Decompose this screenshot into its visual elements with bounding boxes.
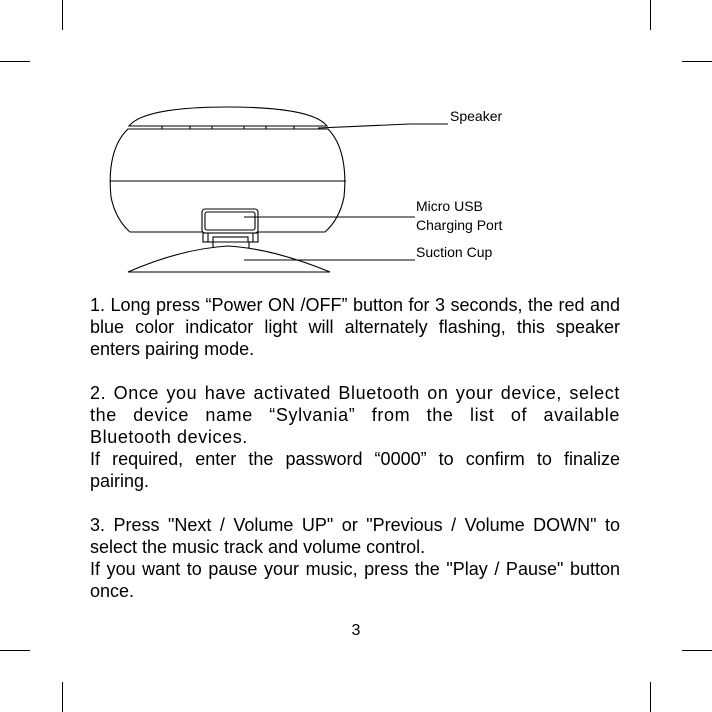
- crop-mark: [650, 682, 651, 712]
- speaker-illustration: [0, 0, 712, 290]
- step-2-note: If required, enter the password “0000” to confirm to finalize pairing.: [90, 449, 620, 491]
- page-number: 3: [351, 622, 361, 639]
- step-3-note: If you want to pause your music, press the "Play / Pause" button once.: [90, 559, 620, 601]
- usb-port-label: [416, 197, 502, 235]
- suction-cup-label: Suction Cup: [416, 244, 493, 260]
- step-2: 2. Once you have activated Bluetooth on your device, select the device name “Sylvania” from the list of available Bluetooth devices.: [90, 383, 620, 447]
- step-3: 3. Press "Next / Volume UP" or "Previous / Volume DOWN" to select the music track and volume control.: [90, 515, 620, 557]
- crop-mark: [0, 650, 30, 651]
- step-1: 1. Long press “Power ON /OFF” button for 3 seconds, the red and blue color indicator light will alternately flashing, this speaker enters pairing mode.: [90, 295, 620, 359]
- speaker-diagram: [0, 0, 712, 290]
- crop-mark: [682, 650, 712, 651]
- usb-port-label-line2: Charging Port: [416, 217, 503, 233]
- speaker-label: Speaker: [450, 108, 503, 124]
- usb-port-label-line1: Micro USB: [416, 198, 483, 214]
- instructions: [90, 294, 620, 602]
- crop-mark: [62, 682, 63, 712]
